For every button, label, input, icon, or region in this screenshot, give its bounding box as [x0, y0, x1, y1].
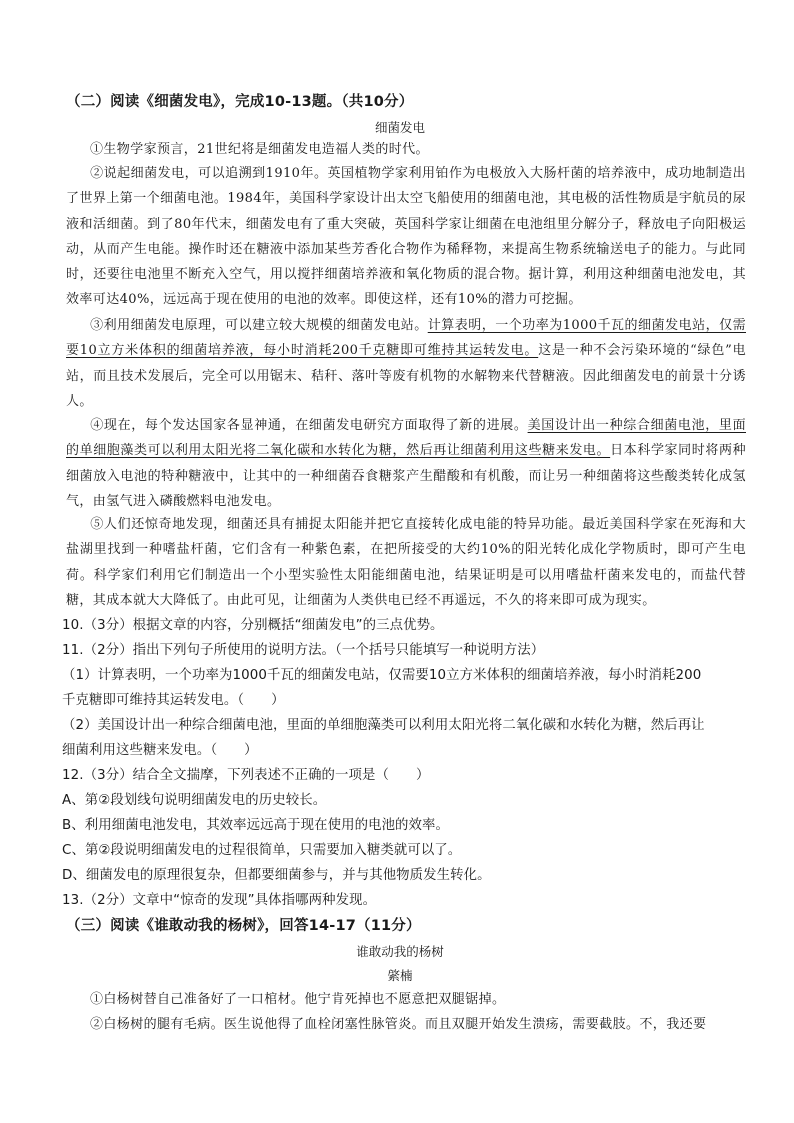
story-paragraph-1	[66, 987, 746, 1012]
story-author: 綮楠	[387, 968, 413, 983]
question-12: 12.（3分）结合全文揣摩，下列表述不正确的一项是（ ）	[62, 768, 430, 783]
paragraph-5-text: ⑤人们还惊奇地发现，细菌还具有捕捉太阳能并把它直接转化成电能的特异功能。最近美国科学家在死海和大盐湖里找到一种嗜盐杆菌，它们含有一种紫色素，在把所接受的大约10%的阳光转化成化学物质时，即可产生电荷。科学家们利用它们制造出一个小型实验性太阳能细菌电池，结果证明是可以用嗜盐杆菌来发电的，而盐代替糖，其成本就大大降低了。由此可见，让细菌为人类供电已经不再遥远，不久的将来即可成为现实。	[66, 517, 746, 608]
article-title: 细菌发电	[374, 120, 425, 135]
question-11-item-1-line-2: 千克糖即可维持其运转发电。（ ）	[62, 693, 285, 708]
question-13: 13.（2分）文章中“惊奇的发现”具体指哪两种发现。	[62, 893, 377, 908]
paragraph-1-text: ①生物学家预言，21世纪将是细菌发电造福人类的时代。	[90, 142, 429, 157]
paragraph-2-text: ②说起细菌发电，可以追溯到1910年。英国植物学家利用铂作为电极放入大肠杆菌的培养液中，成功地制造出了世界上第一个细菌电池。1984年，美国科学家设计出太空飞船使用的细菌电池，其电极的活性物质是宇航员的尿液和活细菌。到了80年代末，细菌发电有了重大突破，英国科学家让细菌在电池组里分解分子，释放电子向阳极运动，从而产生电能。操作时还在糖液中添加某些芳香化合物作为稀释物，来提高生物系统输送电子的能力。与此同时，还要往电池里不断充入空气，用以搅拌细菌培养液和氧化物质的混合物。据计算，利用这种细菌电池发电，其效率可达40%，远远高于现在使用的电池的效率。即使这样，还有10%的潜力可挖掘。	[66, 166, 746, 308]
section3-heading: （三）阅读《谁敢动我的杨树》，回答14-17（11分）	[66, 918, 421, 934]
paragraph-3	[66, 313, 746, 414]
question-11-item-2-line-1: （2）美国设计出一种综合细菌电池，里面的单细胞藻类可以利用太阳光将二氧化碳和水转化为糖，然后再让	[62, 718, 705, 733]
question-11-item-1-line-1: （1）计算表明，一个功率为1000千瓦的细菌发电站，仅需要10立方米体积的细菌培养液，每小时消耗200	[62, 668, 702, 683]
paragraph-3-underlined-sentence: 计算表明，一个功率为1000千瓦的细菌发电站，仅需要10立方米体积的细菌培养液，每小时消耗200千克糖即可维持其运转发电。	[66, 318, 746, 359]
question-12-option-a: A、第②段划线句说明细菌发电的历史较长。	[62, 793, 327, 808]
paragraph-4-underlined-sentence: 美国设计出一种综合细菌电池，里面的单细胞藻类可以利用太阳光将二氧化碳和水转化为糖，然后再让细菌利用这些糖来发电。	[66, 418, 746, 459]
question-12-option-d: D、细菌发电的原理很复杂，但都要细菌参与，并与其他物质发生转化。	[62, 868, 491, 883]
question-10: 10.（3分）根据文章的内容，分别概括“细菌发电”的三点优势。	[62, 618, 444, 633]
paragraph-4-text-a: ④现在，每个发达国家各显神通，在细菌发电研究方面取得了新的进展。	[90, 418, 528, 433]
paragraph-3-text-a: ③利用细菌发电原理，可以建立较大规模的细菌发电站。	[90, 318, 428, 333]
section2-heading: （二）阅读《细菌发电》，完成10-13题。（共10分）	[66, 94, 414, 110]
story-paragraph-1-text: ①白杨树替自己准备好了一口棺材。他宁肯死掉也不愿意把双腿锯掉。	[90, 992, 506, 1007]
paragraph-3-text-c: 这是一种不会污染环境的“绿色”电站，而且技术发展后，完全可以用锯末、秸秆、落叶等废有机物的水解物来代替糖液。因此细菌发电的前景十分诱人。	[66, 343, 746, 409]
story-paragraph-2-text: ②白杨树的腿有毛病。医生说他得了血栓闭塞性脉管炎。而且双腿开始发生溃疡，需要截肢。不，我还要	[90, 1017, 707, 1032]
story-title: 谁敢动我的杨树	[356, 944, 444, 959]
paragraph-1	[66, 137, 746, 162]
question-12-option-b: B、利用细菌电池发电，其效率远远高于现在使用的电池的效率。	[62, 818, 450, 833]
question-12-option-c: C、第②段说明细菌发电的过程很简单，只需要加入糖类就可以了。	[62, 843, 462, 858]
story-paragraph-2	[66, 1012, 746, 1037]
question-11-item-2-line-2: 细菌利用这些糖来发电。（ ）	[62, 743, 258, 758]
paragraph-5	[66, 512, 746, 613]
paragraph-2	[66, 161, 746, 313]
question-11: 11.（2分）指出下列句子所使用的说明方法。（一个括号只能填写一种说明方法）	[62, 643, 545, 658]
paragraph-4	[66, 413, 746, 514]
paragraph-4-text-c: 日本科学家同时将两种细菌放入电池的特种糖液中，让其中的一种细菌吞食糖浆产生醋酸和有机酸，而让另一种细菌将这些酸类转化成氢气，由氢气进入磷酸燃料电池发电。	[66, 443, 746, 509]
